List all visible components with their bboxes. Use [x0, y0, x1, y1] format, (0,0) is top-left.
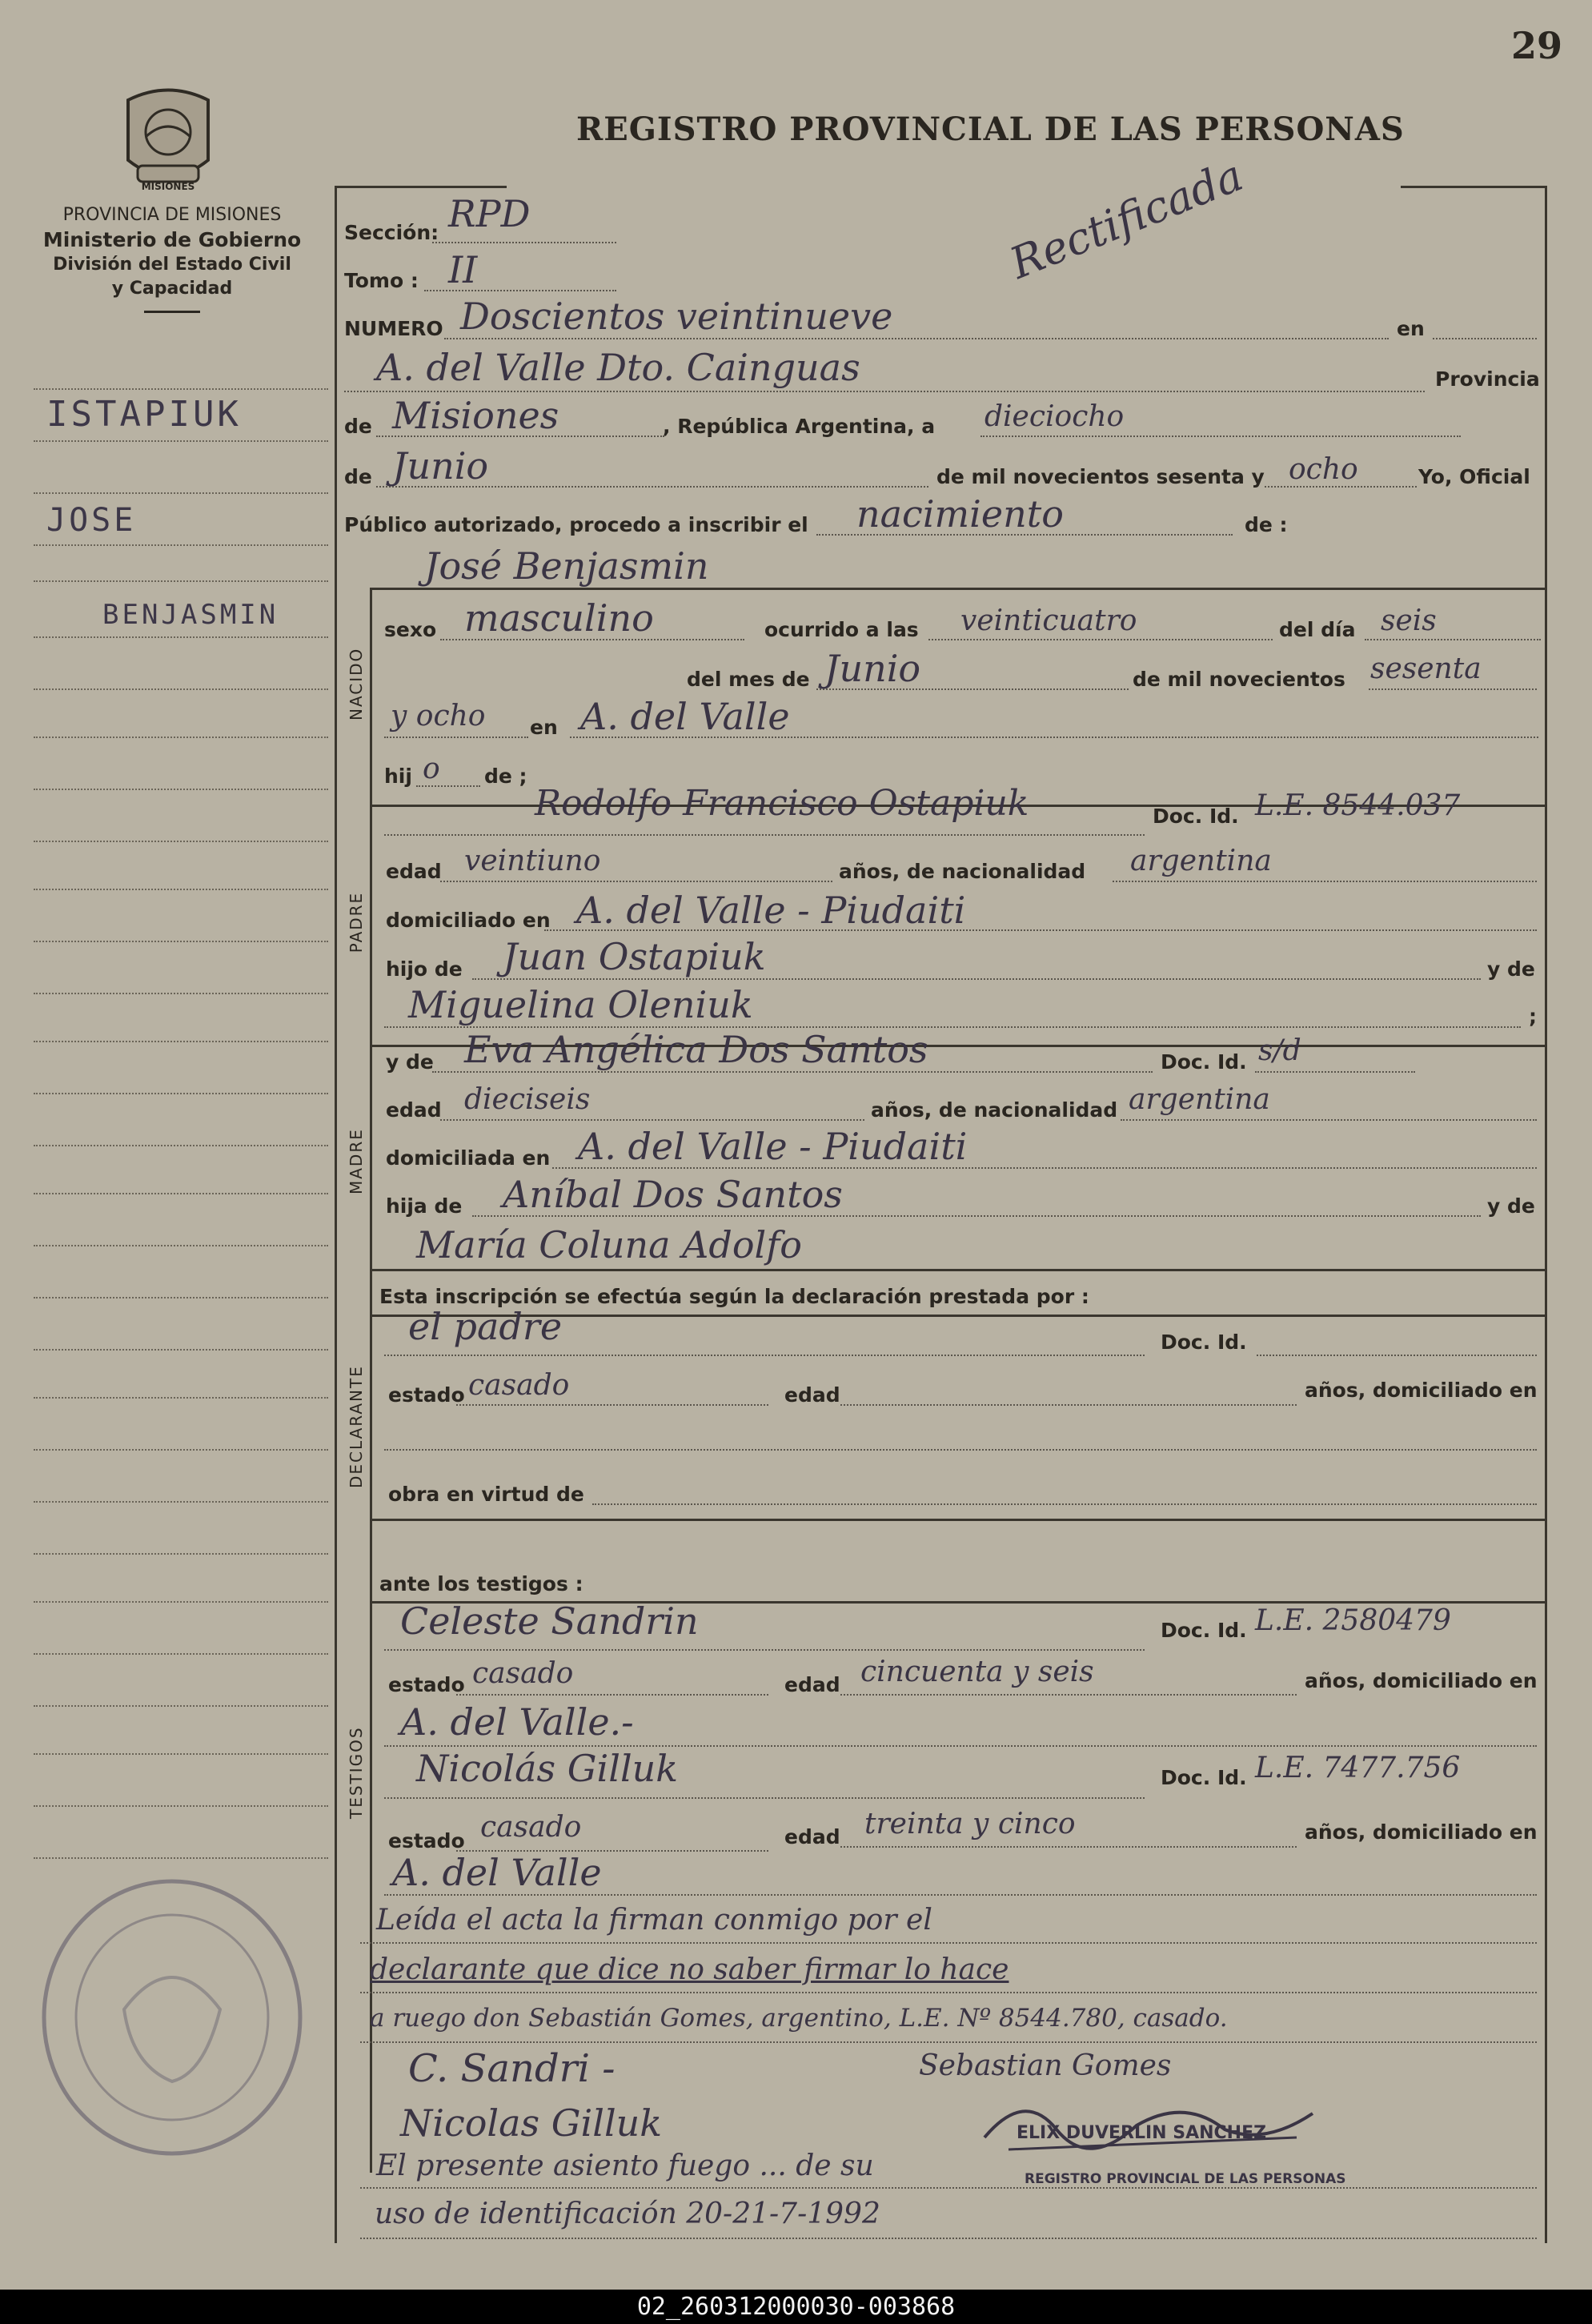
official-stamp-name: ELIX DUVERLIN SANCHEZ — [1017, 2123, 1267, 2143]
note-line-5: uso de identificación 20-21-7-1992 — [375, 2198, 880, 2230]
value-mes: Junio — [392, 444, 489, 488]
form-frame-top-right — [1401, 186, 1547, 188]
note-line-3: a ruego don Sebastián Gomes, argentino, L.E. Nº 8544.780, casado. — [370, 2004, 1228, 2033]
image-identifier: 02_260312000030-003868 — [0, 2290, 1592, 2324]
note-line-2: declarante que dice no saber firmar lo hace — [370, 1953, 1009, 1986]
value-numero: Doscientos veintinueve — [460, 295, 893, 338]
value-mes-nac: Junio — [824, 647, 921, 690]
value-t2-estado: casado — [480, 1811, 582, 1844]
label-anios-decl: años, domiciliado en — [1305, 1379, 1538, 1402]
label-anios-madre: años, de nacionalidad — [871, 1098, 1118, 1122]
label-yo-oficial: Yo, Oficial — [1418, 465, 1530, 488]
value-padre-dom: A. del Valle - Piudaiti — [576, 889, 966, 932]
label-y-de-padre: y de — [1487, 957, 1535, 981]
value-dia: dieciocho — [984, 400, 1125, 433]
signature-gomes: Sebastian Gomes — [919, 2049, 1172, 2082]
note-line-1: Leída el acta la firman conmigo por el — [376, 1904, 932, 1937]
value-t1-estado: casado — [472, 1657, 574, 1690]
label-de-colon: de : — [1245, 513, 1288, 536]
value-anio: ocho — [1289, 453, 1358, 486]
value-padre-nombre: Rodolfo Francisco Ostapiuk — [535, 783, 1029, 824]
value-abuela-m: María Coluna Adolfo — [416, 1223, 802, 1266]
label-estado-decl: estado — [388, 1383, 465, 1407]
label-y-de-madre: y de — [386, 1050, 434, 1074]
label-testigos: TESTIGOS — [347, 1726, 366, 1819]
label-estado-t1: estado — [388, 1673, 465, 1696]
label-inscripcion: Esta inscripción se efectúa según la declaración prestada por : — [379, 1285, 1089, 1308]
org-line-3: División del Estado Civil — [53, 255, 291, 275]
label-edad-padre: edad — [386, 860, 442, 883]
official-stamp-line2: REGISTRO PROVINCIAL DE LAS PERSONAS — [1025, 2171, 1346, 2187]
label-del-mes: del mes de — [687, 668, 810, 691]
value-anio-nac: sesenta — [1370, 652, 1482, 685]
value-padre-nac: argentina — [1130, 845, 1272, 877]
page-title: REGISTRO PROVINCIAL DE LAS PERSONAS — [576, 110, 1405, 148]
org-block — [16, 203, 328, 313]
label-semicolon: ; — [1529, 1005, 1537, 1028]
value-t2-doc: L.E. 7477.756 — [1255, 1752, 1461, 1784]
label-de-mes: de — [344, 465, 372, 488]
label-edad-madre: edad — [386, 1098, 442, 1122]
label-obra: obra en virtud de — [388, 1483, 584, 1506]
value-acto: nacimiento — [856, 492, 1064, 536]
label-declarante: DECLARANTE — [347, 1365, 366, 1488]
value-lugar-nac: A. del Valle — [580, 695, 790, 738]
rectificada-stamp: Rectificada — [1003, 150, 1250, 289]
value-madre-doc: s/d — [1258, 1034, 1301, 1067]
madre-divider — [370, 1045, 372, 1269]
label-publico: Público autorizado, procedo a inscribir el — [344, 513, 808, 536]
value-t1-dom: A. del Valle.- — [400, 1700, 634, 1744]
value-madre-nac: argentina — [1129, 1083, 1270, 1116]
label-en-nac: en — [530, 716, 558, 739]
value-t1-doc: L.E. 2580479 — [1255, 1604, 1451, 1637]
value-abuela-p: Miguelina Oleniuk — [408, 983, 753, 1026]
label-dom-madre: domiciliada en — [386, 1146, 551, 1170]
org-line-4: y Capacidad — [111, 279, 233, 299]
note-line-4: El presente asiento fuego ... de su — [376, 2149, 874, 2182]
seal-text: MISIONES — [141, 181, 195, 192]
value-padre-edad: veintiuno — [464, 845, 601, 877]
label-tomo: Tomo : — [344, 269, 419, 292]
form-frame-left — [335, 186, 337, 2243]
value-abuelo-m: Aníbal Dos Santos — [503, 1173, 843, 1216]
value-dia-nac: seis — [1381, 604, 1437, 637]
value-decl-estado: casado — [468, 1369, 570, 1402]
value-t2-dom: A. del Valle — [392, 1851, 602, 1894]
value-madre-dom: A. del Valle - Piudaiti — [578, 1125, 968, 1168]
value-t2-edad: treinta y cinco — [864, 1808, 1076, 1840]
label-dom-padre: domiciliado en — [386, 909, 551, 932]
form-frame-top — [335, 186, 507, 188]
provincial-seal-icon — [120, 84, 216, 196]
label-madre: MADRE — [347, 1128, 366, 1194]
label-edad-t1: edad — [784, 1673, 840, 1696]
label-seccion: Sección: — [344, 221, 439, 244]
label-del-dia: del día — [1279, 618, 1356, 641]
value-declarante: el padre — [408, 1305, 563, 1348]
label-hij: hij — [384, 765, 412, 788]
label-de: de — [344, 415, 372, 438]
official-signature-icon — [960, 2081, 1337, 2169]
value-tomo: II — [448, 248, 478, 291]
label-doc-t2: Doc. Id. — [1161, 1766, 1247, 1789]
label-hija-de: hija de — [386, 1194, 463, 1218]
label-edad-t2: edad — [784, 1825, 840, 1848]
signature-gilluk: Nicolas Gilluk — [400, 2101, 663, 2145]
padre-divider — [370, 805, 372, 1045]
label-republica: , República Argentina, a — [663, 415, 936, 438]
value-padre-doc: L.E. 8544.037 — [1255, 789, 1461, 822]
label-sexo: sexo — [384, 618, 437, 641]
label-y-de-madre-2: y de — [1487, 1194, 1535, 1218]
value-abuelo-p: Juan Ostapiuk — [503, 935, 766, 978]
value-t1-nombre: Celeste Sandrin — [400, 1600, 699, 1643]
value-madre-nombre: Eva Angélica Dos Santos — [464, 1028, 928, 1071]
value-provincia: Misiones — [392, 394, 559, 437]
label-edad-decl: edad — [784, 1383, 840, 1407]
label-de-mil-2: de mil novecientos — [1133, 668, 1345, 691]
margin-surname: ISTAPIUK — [46, 394, 242, 435]
testigos-divider — [370, 1601, 372, 1897]
label-ocurrido: ocurrido a las — [764, 618, 919, 641]
value-hij-suffix: o — [423, 753, 440, 785]
org-line-2: Ministerio de Gobierno — [42, 228, 302, 251]
signature-sandri: C. Sandri - — [408, 2046, 616, 2091]
declarante-divider — [370, 1315, 372, 1519]
label-hijo-de: hijo de — [386, 957, 463, 981]
label-anios-t1: años, domiciliado en — [1305, 1669, 1538, 1692]
label-anios-padre: años, de nacionalidad — [839, 860, 1086, 883]
value-t2-nombre: Nicolás Gilluk — [416, 1747, 679, 1790]
label-de-mil: de mil novecientos sesenta y — [936, 465, 1265, 488]
value-nombre: José Benjasmin — [424, 544, 709, 588]
label-doc-padre: Doc. Id. — [1153, 805, 1239, 828]
value-t1-edad: cincuenta y seis — [860, 1656, 1094, 1688]
form-frame-right — [1545, 186, 1547, 2243]
margin-middle-name: BENJASMIN — [102, 599, 279, 631]
value-hora: veinticuatro — [960, 604, 1137, 637]
label-doc-t1: Doc. Id. — [1161, 1619, 1247, 1642]
label-doc-declarante: Doc. Id. — [1161, 1331, 1247, 1354]
label-anios-t2: años, domiciliado en — [1305, 1820, 1538, 1844]
value-lugar: A. del Valle Dto. Cainguas — [376, 346, 860, 389]
value-seccion: RPD — [448, 192, 531, 235]
value-sexo: masculino — [464, 596, 654, 640]
label-provincia: Provincia — [1435, 367, 1540, 391]
label-padre: PADRE — [347, 891, 366, 953]
org-line-1: PROVINCIA DE MISIONES — [62, 205, 282, 225]
label-nacido: NACIDO — [347, 647, 366, 720]
margin-first-name: JOSE — [46, 502, 137, 539]
registry-round-stamp-icon — [36, 1873, 308, 2161]
label-de-hij: de ; — [484, 765, 527, 788]
label-estado-t2: estado — [388, 1829, 465, 1852]
value-anio-nac-2: y ocho — [391, 700, 486, 733]
value-madre-edad: dieciseis — [464, 1083, 591, 1116]
label-en: en — [1397, 317, 1425, 340]
page-number: 29 — [1511, 24, 1563, 67]
label-ante-testigos: ante los testigos : — [379, 1572, 583, 1595]
label-numero: NUMERO — [344, 317, 443, 340]
label-doc-madre: Doc. Id. — [1161, 1050, 1247, 1074]
